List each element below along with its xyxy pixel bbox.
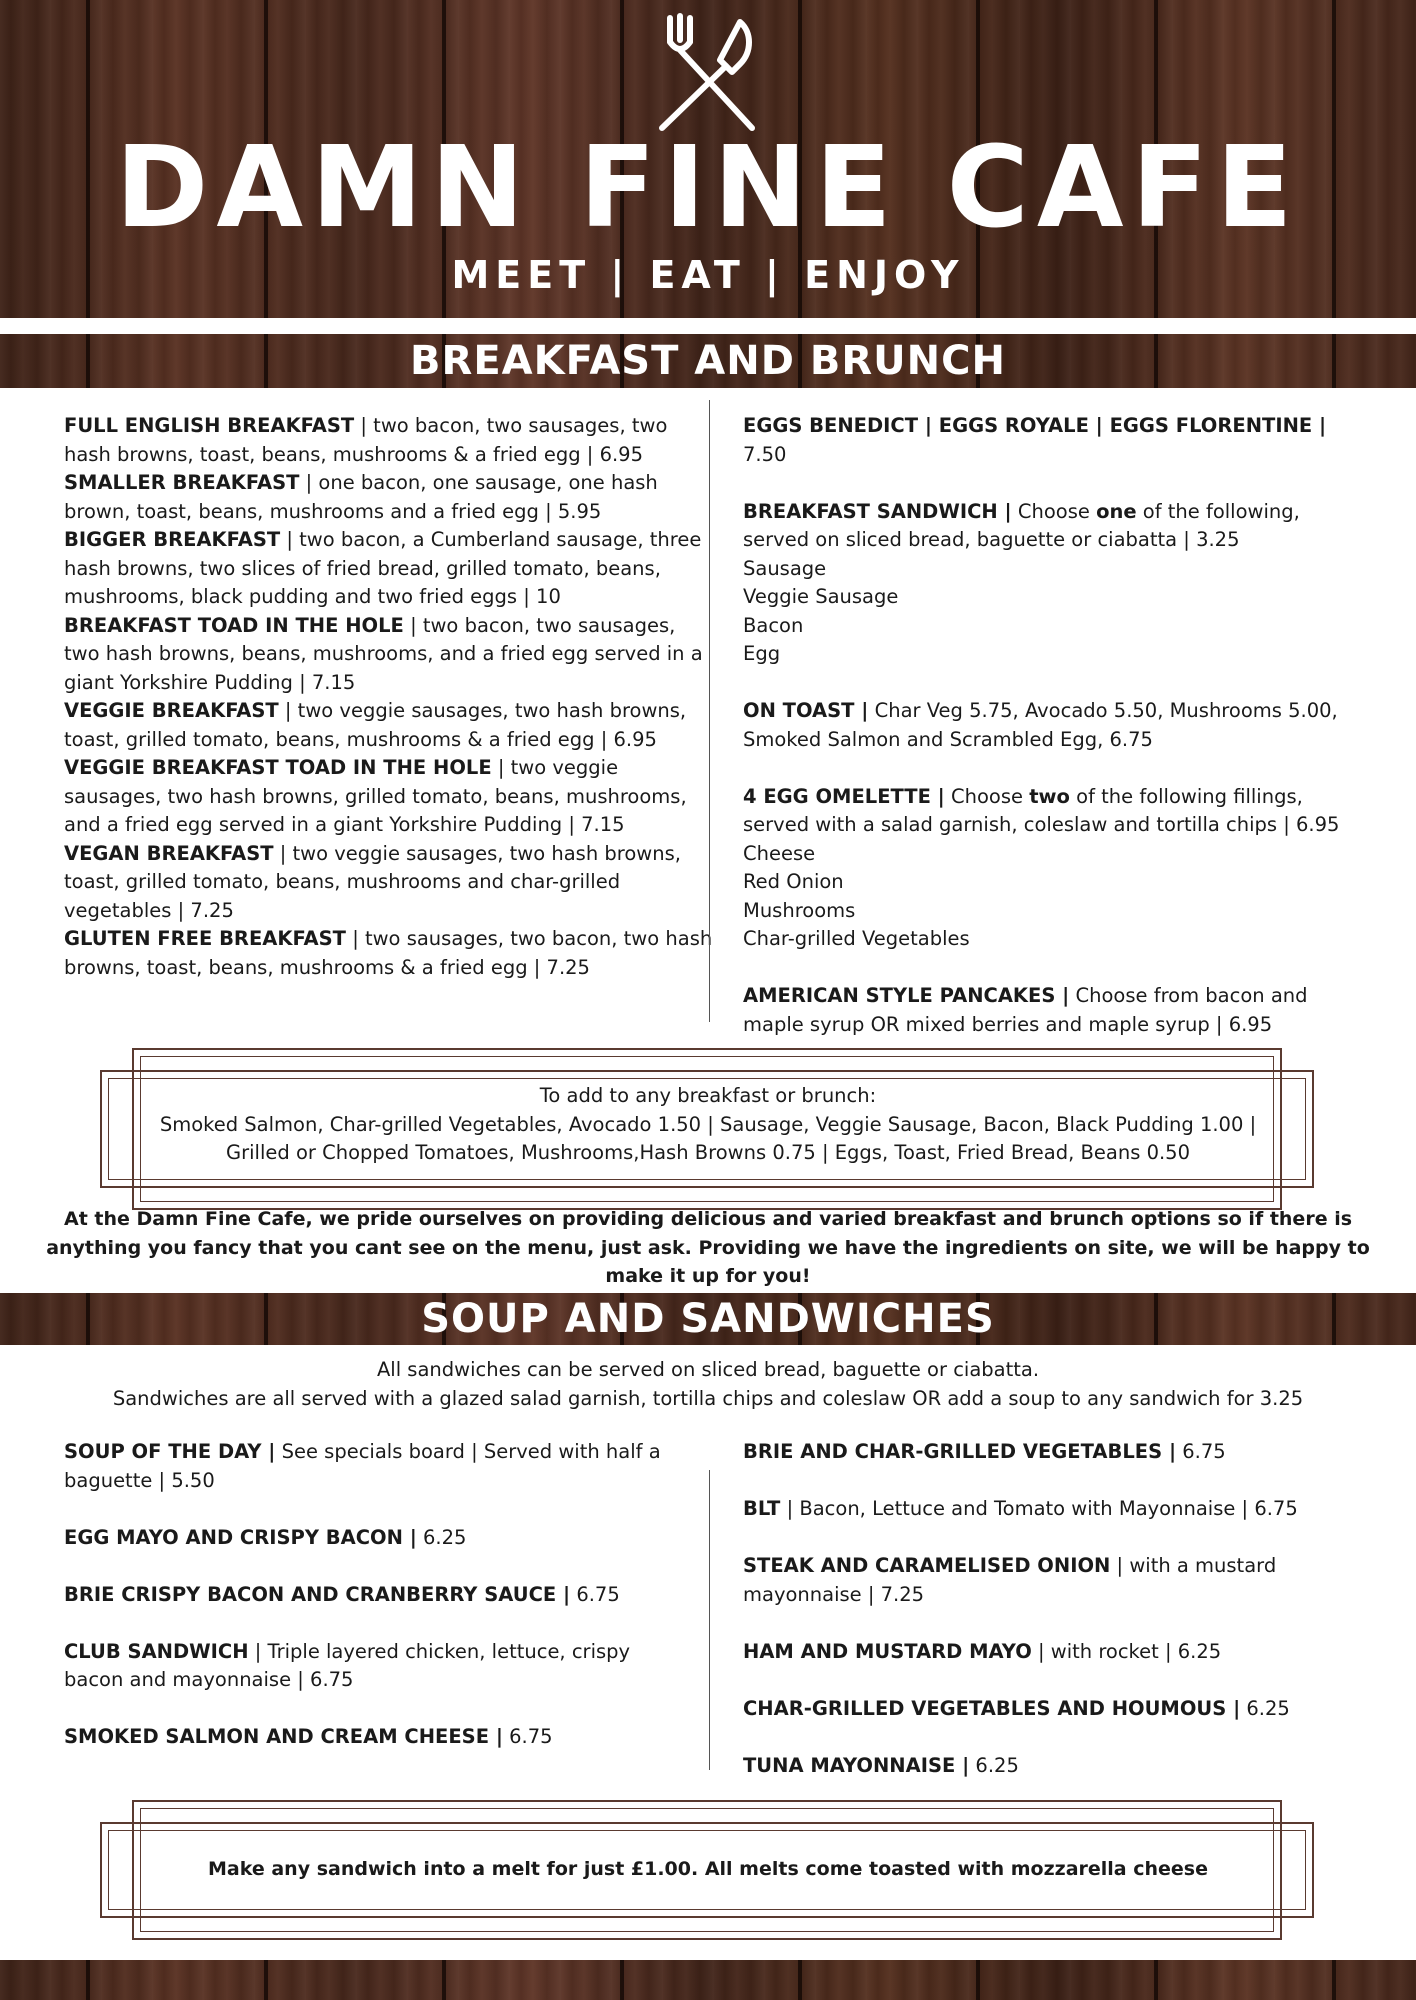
header-divider <box>0 318 1416 334</box>
soup-right-column <box>743 1438 1363 1780</box>
addons-line: Grilled or Chopped Tomatoes, Mushrooms,Hash Browns 0.75 | Eggs, Toast, Fried Bread, Beans 0.50 <box>226 1141 1190 1164</box>
cafe-name: DAMN FINE CAFE <box>115 123 1301 253</box>
option-item: Veggie Sausage <box>743 585 899 608</box>
menu-item: BLT | Bacon, Lettuce and Tomato with Mayonnaise | 6.75 <box>743 1497 1298 1520</box>
menu-item: TUNA MAYONNAISE | 6.25 <box>743 1753 1019 1777</box>
menu-item: CLUB SANDWICH | Triple layered chicken, lettuce, crispy bacon and mayonnaise | 6.75 <box>64 1639 631 1691</box>
addons-line: To add to any breakfast or brunch: <box>539 1084 877 1107</box>
menu-item: BRIE CRISPY BACON AND CRANBERRY SAUCE | 6.75 <box>64 1582 620 1606</box>
menu-item: SMALLER BREAKFAST | one bacon, one sausage, one hash brown, toast, beans, mushrooms and a fried egg | 5.95 <box>64 471 658 523</box>
menu-item: SOUP OF THE DAY | See specials board | Served with half a baguette | 5.50 <box>64 1440 661 1492</box>
addons-line: Smoked Salmon, Char-grilled Vegetables, Avocado 1.50 | Sausage, Veggie Sausage, Bacon, Black Pudding 1.00 | <box>159 1112 1257 1136</box>
soup-column-divider <box>709 1470 710 1770</box>
option-item: Egg <box>743 642 781 665</box>
menu-item: STEAK AND CARAMELISED ONION | with a mustard mayonnaise | 7.25 <box>743 1554 1277 1606</box>
option-item: Cheese <box>743 841 816 865</box>
menu-item: BREAKFAST TOAD IN THE HOLE | two bacon, two sausages, two hash browns, beans, mushrooms, and a fried egg served in a giant Yorkshire Pudding | 7.15 <box>64 613 703 694</box>
soup-intro <box>40 1356 1376 1413</box>
option-item: Sausage <box>743 556 827 580</box>
breakfast-column-divider <box>709 400 710 1022</box>
menu-item: FULL ENGLISH BREAKFAST | two bacon, two sausages, two hash browns, toast, beans, mushrooms & a fried egg | 6.95 <box>64 414 668 466</box>
breakfast-heading: BREAKFAST AND BRUNCH <box>410 338 1006 384</box>
menu-item: SMOKED SALMON AND CREAM CHEESE | 6.75 <box>64 1725 553 1748</box>
menu-item: CHAR-GRILLED VEGETABLES AND HOUMOUS | 6.25 <box>743 1696 1290 1720</box>
menu-item: GLUTEN FREE BREAKFAST | two sausages, two bacon, two hash browns, toast, beans, mushrooms & a fried egg | 7.25 <box>64 927 713 979</box>
menu-item: BRIE AND CHAR-GRILLED VEGETABLES | 6.75 <box>743 1440 1226 1463</box>
option-item: Char-grilled Vegetables <box>743 927 970 950</box>
soup-intro-line: All sandwiches can be served on sliced bread, baguette or ciabatta. <box>376 1358 1040 1381</box>
option-item: Mushrooms <box>743 898 856 922</box>
soup-heading: SOUP AND SANDWICHES <box>421 1296 995 1342</box>
cafe-tagline: MEET | EAT | ENJOY <box>451 253 965 297</box>
soup-left-column <box>64 1438 694 1752</box>
breakfast-right-column <box>743 412 1363 1039</box>
menu-item-on-toast: ON TOAST | Char Veg 5.75, Avocado 5.50, Mushrooms 5.00, Smoked Salmon and Scrambled Egg, 6.75 <box>743 699 1338 751</box>
pride-note: At the Damn Fine Cafe, we pride ourselves on providing delicious and varied breakfast and brunch options so if there is anything you fancy that you cant see on the menu, just ask. Providing we have the ingredients on site, we will be happy to make it up for you! <box>46 1208 1370 1287</box>
option-item: Bacon <box>743 613 804 637</box>
menu-item: EGG MAYO AND CRISPY BACON | 6.25 <box>64 1525 467 1549</box>
menu-item: VEGGIE BREAKFAST | two veggie sausages, two hash browns, toast, grilled tomato, beans, mushrooms & a fried egg | 6.95 <box>64 699 687 751</box>
menu-item-pancakes: AMERICAN STYLE PANCAKES | Choose from bacon and maple syrup OR mixed berries and maple syrup | 6.95 <box>743 984 1308 1036</box>
menu-item-eggs: EGGS BENEDICT | EGGS ROYALE | EGGS FLORENTINE | 7.50 <box>743 414 1327 466</box>
menu-item: BIGGER BREAKFAST | two bacon, a Cumberland sausage, three hash browns, two slices of fried bread, grilled tomato, beans, mushrooms, black pudding and two fried eggs | 10 <box>64 528 702 608</box>
fork-knife-icon <box>648 12 768 132</box>
option-item: Red Onion <box>743 870 844 893</box>
addons-text <box>140 1082 1276 1168</box>
menu-item: VEGAN BREAKFAST | two veggie sausages, two hash browns, toast, grilled tomato, beans, mushrooms and char-grilled vegetables | 7.25 <box>64 841 681 922</box>
melt-note: Make any sandwich into a melt for just £1.00. All melts come toasted with mozzarella cheese <box>208 1858 1208 1880</box>
menu-item: VEGGIE BREAKFAST TOAD IN THE HOLE | two veggie sausages, two hash browns, grilled tomato, beans, mushrooms, and a fried egg served in a giant Yorkshire Pudding | 7.15 <box>64 756 687 836</box>
menu-item-omelette: 4 EGG OMELETTE | Choose two of the following fillings, served with a salad garnish, coleslaw and tortilla chips | 6.95 <box>743 784 1340 836</box>
menu-item-breakfast-sandwich: BREAKFAST SANDWICH | Choose one of the following, served on sliced bread, baguette or ciabatta | 3.25 <box>743 499 1300 551</box>
footer-wood-background <box>0 1960 1416 2000</box>
menu-item: HAM AND MUSTARD MAYO | with rocket | 6.25 <box>743 1639 1222 1663</box>
breakfast-left-column <box>64 412 714 982</box>
soup-intro-line: Sandwiches are all served with a glazed salad garnish, tortilla chips and coleslaw OR add a soup to any sandwich for 3.25 <box>112 1386 1304 1410</box>
